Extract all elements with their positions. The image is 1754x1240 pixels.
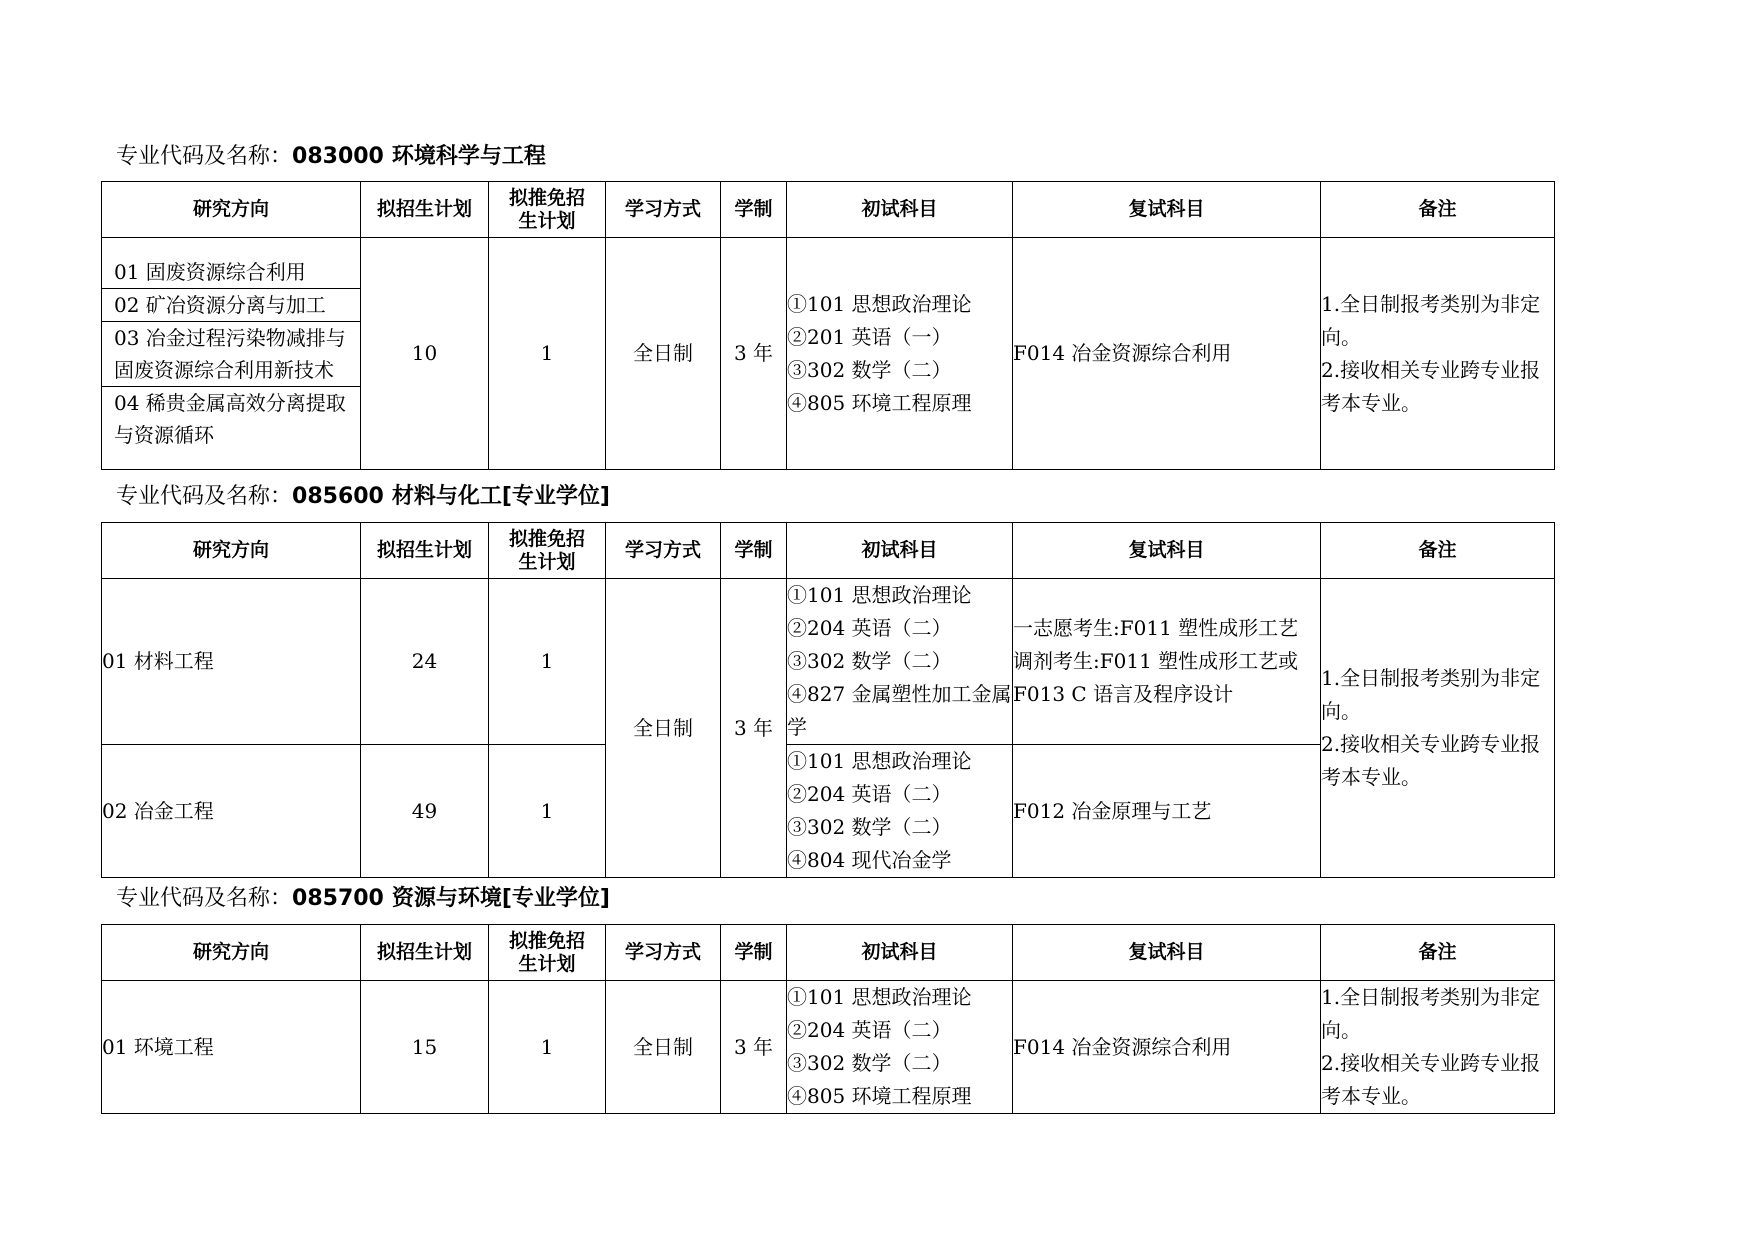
section-code: 085700 <box>292 886 384 911</box>
note-item: 1.全日制报考类别为非定向。 <box>1321 291 1541 349</box>
header-mode: 学习方式 <box>606 182 721 238</box>
header-subjects: 初试科目 <box>787 182 1013 238</box>
subject-item: ①101 思想政治理论 <box>787 291 972 316</box>
retest-item: 调剂考生:F011 塑性成形工艺或 F013 C 语言及程序设计 <box>1013 649 1299 706</box>
retest-item: 一志愿考生:F011 塑性成形工艺 <box>1013 616 1299 640</box>
subject-item: ③302 数学（二） <box>787 815 952 839</box>
subject-item: ①101 思想政治理论 <box>787 583 972 607</box>
note-item: 2.接收相关专业跨专业报考本专业。 <box>1321 732 1541 789</box>
section-label: 专业代码及名称： <box>116 484 293 509</box>
exempt-cell: 1 <box>489 238 606 470</box>
header-exempt: 拟推免招生计划 <box>489 182 606 238</box>
note-item: 1.全日制报考类别为非定向。 <box>1321 666 1541 723</box>
subject-item: ④805 环境工程原理 <box>787 1084 972 1108</box>
retest-cell <box>1013 745 1321 878</box>
header-years: 学制 <box>721 925 787 981</box>
header-notes: 备注 <box>1321 182 1555 238</box>
subjects-cell <box>787 745 1013 878</box>
header-exempt: 拟推免招生计划 <box>489 523 606 579</box>
direction-cell: 02 冶金工程 <box>102 745 361 878</box>
table-header-row <box>102 182 1555 238</box>
subject-item: ③302 数学（二） <box>787 649 952 673</box>
section-title-085600 <box>116 483 610 511</box>
exempt-cell: 1 <box>489 745 606 878</box>
direction-item: 04 稀贵金属高效分离提取与资源循环 <box>114 391 346 447</box>
mode-cell: 全日制 <box>606 238 721 470</box>
years-cell: 3 年 <box>721 981 787 1114</box>
exempt-cell: 1 <box>489 981 606 1114</box>
header-retest: 复试科目 <box>1013 182 1321 238</box>
subject-item: ②204 英语（二） <box>787 1018 952 1042</box>
header-subjects: 初试科目 <box>787 925 1013 981</box>
retest-cell <box>1013 579 1321 745</box>
subjects-cell <box>787 238 1013 470</box>
section-title-083000 <box>116 143 546 171</box>
header-mode: 学习方式 <box>606 925 721 981</box>
years-cell: 3 年 <box>721 579 787 878</box>
header-plan: 拟招生计划 <box>361 523 489 579</box>
direction-cell: 01 材料工程 <box>102 579 361 745</box>
table-header-row <box>102 925 1555 981</box>
subjects-cell <box>787 981 1013 1114</box>
section-label: 专业代码及名称： <box>116 886 293 911</box>
mode-cell: 全日制 <box>606 981 721 1114</box>
section-label: 专业代码及名称： <box>116 144 293 169</box>
header-notes: 备注 <box>1321 925 1555 981</box>
program-table-085700 <box>101 924 1555 1114</box>
header-retest: 复试科目 <box>1013 523 1321 579</box>
years-cell: 3 年 <box>721 238 787 470</box>
direction-cell <box>102 238 361 470</box>
retest-cell: F014 冶金资源综合利用 <box>1013 981 1321 1114</box>
retest-cell: F014 冶金资源综合利用 <box>1013 238 1321 470</box>
header-years: 学制 <box>721 523 787 579</box>
header-direction: 研究方向 <box>102 925 361 981</box>
direction-cell: 01 环境工程 <box>102 981 361 1114</box>
header-years: 学制 <box>721 182 787 238</box>
header-retest: 复试科目 <box>1013 925 1321 981</box>
program-table-085600 <box>101 522 1555 878</box>
header-plan: 拟招生计划 <box>361 925 489 981</box>
table-row <box>102 579 1555 745</box>
subject-item: ④805 环境工程原理 <box>787 390 972 415</box>
section-code: 085600 <box>292 484 384 509</box>
table-row <box>102 981 1555 1114</box>
subject-item: ③302 数学（二） <box>787 357 952 382</box>
header-direction: 研究方向 <box>102 182 361 238</box>
section-code: 083000 <box>292 144 384 169</box>
subject-item: ②204 英语（二） <box>787 782 952 806</box>
table-row <box>102 238 1555 470</box>
header-exempt: 拟推免招生计划 <box>489 925 606 981</box>
subject-item: ④804 现代冶金学 <box>787 848 952 872</box>
plan-cell: 49 <box>361 745 489 878</box>
subject-item: ③302 数学（二） <box>787 1051 952 1075</box>
plan-cell: 24 <box>361 579 489 745</box>
program-table-083000 <box>101 181 1555 470</box>
header-plan: 拟招生计划 <box>361 182 489 238</box>
table-header-row <box>102 523 1555 579</box>
note-item: 2.接收相关专业跨专业报考本专业。 <box>1321 1051 1541 1108</box>
header-direction: 研究方向 <box>102 523 361 579</box>
subject-item: ④827 金属塑性加工金属学 <box>787 682 1012 739</box>
exempt-cell: 1 <box>489 579 606 745</box>
direction-item: 03 冶金过程污染物减排与固废资源综合利用新技术 <box>102 322 360 387</box>
header-notes: 备注 <box>1321 523 1555 579</box>
subject-item: ②201 英语（一） <box>787 324 952 349</box>
plan-cell: 10 <box>361 238 489 470</box>
section-name: 材料与化工[专业学位] <box>391 484 610 509</box>
notes-cell <box>1321 238 1555 470</box>
notes-cell <box>1321 981 1555 1114</box>
section-title-085700 <box>116 885 610 913</box>
note-item: 2.接收相关专业跨专业报考本专业。 <box>1321 357 1541 415</box>
retest-item: F012 冶金原理与工艺 <box>1013 798 1212 823</box>
section-name: 资源与环境[专业学位] <box>391 886 610 911</box>
direction-item: 02 矿冶资源分离与加工 <box>102 289 360 322</box>
direction-item: 01 固废资源综合利用 <box>102 256 360 289</box>
subject-item: ②204 英语（二） <box>787 616 952 640</box>
section-name: 环境科学与工程 <box>391 144 546 169</box>
plan-cell: 15 <box>361 981 489 1114</box>
header-subjects: 初试科目 <box>787 523 1013 579</box>
note-item: 1.全日制报考类别为非定向。 <box>1321 985 1541 1042</box>
subject-item: ①101 思想政治理论 <box>787 749 972 773</box>
subject-item: ①101 思想政治理论 <box>787 985 972 1009</box>
header-mode: 学习方式 <box>606 523 721 579</box>
mode-cell: 全日制 <box>606 579 721 878</box>
notes-cell <box>1321 579 1555 878</box>
subjects-cell <box>787 579 1013 745</box>
